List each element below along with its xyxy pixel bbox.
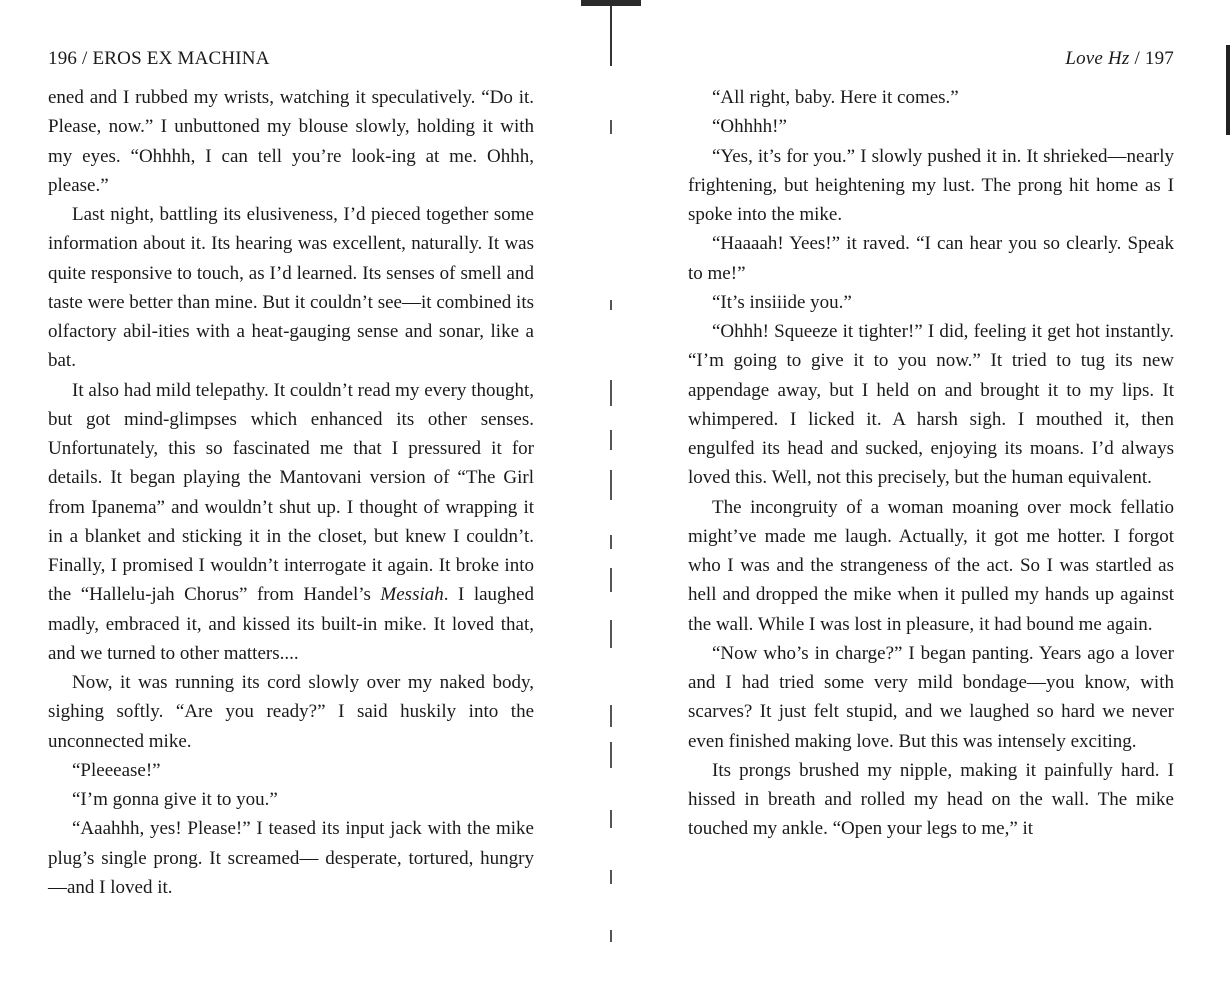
gutter-mark (610, 930, 612, 942)
paragraph (48, 200, 534, 376)
paragraph-text: ened and I rubbed my wrists, watching it speculatively. “Do it. Please, now.” I unbuttoned my blouse slowly, holding it with my eyes. “Ohhhh, I can tell you’re look-ing at me. Ohhh, please.” (48, 87, 534, 196)
gutter-mark (610, 380, 612, 406)
book-gutter (609, 0, 613, 990)
paragraph-text: “I’m gonna give it to you.” (72, 789, 278, 810)
gutter-mark (610, 810, 612, 828)
left-page-header: 196 / EROS EX MACHINA (48, 48, 270, 69)
right-page-header-number: / 197 (1129, 48, 1174, 69)
paragraph (48, 785, 534, 814)
paragraph-text: Its prongs brushed my nipple, making it painfully hard. I hissed in breath and rolled my head on the wall. The mike touched my ankle. “Open your legs to me,” it (688, 759, 1174, 840)
paragraph-text: . I laughed madly, embraced it, and kissed its built-in mike. It loved that, and we turned to other matters.... (48, 584, 534, 664)
paragraph-text: It also had mild telepathy. It couldn’t read my every thought, but got mind-glimpses which enhanced its other senses. Unfortunately, this so fascinated me that I pressured it for details. It began playing the Mantovani version of “The Girl from Ipanema” and wouldn’t shut up. I thought of wrapping it in a blanket and sticking it in the closet, but knew I couldn’t. Finally, I promised I wouldn’t interrogate it again. It broke into the “Hallelu-jah Chorus” from Handel’s (48, 379, 534, 606)
gutter-mark (610, 430, 612, 450)
paragraph-text: “Pleeease!” (72, 759, 161, 781)
paragraph (688, 229, 1174, 288)
left-page (48, 45, 534, 902)
italic-title: Messiah (380, 584, 444, 606)
paragraph (688, 639, 1174, 756)
paragraph (48, 814, 534, 902)
paragraph-text: Last night, battling its elusiveness, I’d pieced together some information about it. Its hearing was excellent, naturally. It was quite responsive to touch, as I’d learned. Its senses of smell and taste were better than mine. But it couldn’t see—it combined its olfactory abil-ities with a heat-gauging sense and sonar, like a bat. (48, 204, 534, 372)
paragraph-text: Now, it was running its cord slowly over my naked body, sighing softly. “Are you ready?” I said huskily into the unconnected mike. (48, 672, 534, 752)
paragraph (688, 83, 1174, 112)
paragraph (688, 756, 1174, 844)
gutter-line (610, 6, 612, 66)
paragraph (48, 668, 534, 756)
paragraph (688, 288, 1174, 317)
paragraph (688, 112, 1174, 141)
gutter-mark (610, 742, 612, 768)
paragraph (48, 756, 534, 785)
paragraph (688, 317, 1174, 493)
right-page-body (688, 83, 1174, 844)
paragraph-text: “Ohhh! Squeeze it tighter!” I did, feeling it get hot instantly. “I’m going to give it to you now.” It tried to tug its new appendage away, but I held on and brought it to my lips. It whimpered. I licked it. A harsh sigh. I mouthed it, then engulfed its head and sucked, enjoying its moans. I’d always loved this. Well, not this precisely, but the human equivalent. (688, 321, 1174, 489)
paragraph-text: “Haaaah! Yees!” it raved. “I can hear you so clearly. Speak to me!” (688, 233, 1174, 284)
left-page-body (48, 83, 534, 902)
paragraph-text: “Now who’s in charge?” I began panting. Years ago a lover and I had tried some very mild bondage—you know, with scarves? It just felt stupid, and we laughed so hard we never even finished making love. But this was intensely exciting. (688, 642, 1174, 752)
paragraph-text: “Yes, it’s for you.” I slowly pushed it in. It shrieked—nearly frightening, but heightening my lust. The prong hit home as I spoke into the mike. (688, 145, 1174, 225)
paragraph (48, 83, 534, 200)
paragraph-text: “Ohhhh!” (712, 116, 787, 138)
right-page (688, 45, 1174, 844)
paragraph-text: “It’s insiiide you.” (712, 291, 852, 313)
right-page-header (688, 45, 1174, 83)
paragraph (688, 142, 1174, 230)
paragraph-text: The incongruity of a woman moaning over mock fellatio might’ve made me laugh. Actually, it got me hotter. I forgot who I was and the strangeness of the act. So I was startled as hell and dropped the mike when it pulled my hands up against the wall. While I was lost in pleasure, it had bound me again. (688, 496, 1174, 635)
paragraph-text: “Aaahhh, yes! Please!” I teased its input jack with the mike plug’s single prong. It screamed— desperate, tortured, hungry—and I loved it. (48, 818, 534, 898)
gutter-mark (610, 620, 612, 648)
gutter-mark (610, 870, 612, 884)
paragraph (688, 493, 1174, 639)
paragraph-text: “All right, baby. Here it comes.” (712, 87, 959, 108)
page-edge-mark (1226, 45, 1230, 135)
gutter-mark (610, 705, 612, 727)
gutter-mark (610, 535, 612, 549)
paragraph (48, 376, 534, 669)
gutter-mark (610, 470, 612, 500)
gutter-mark (610, 120, 612, 134)
gutter-mark (610, 568, 612, 592)
right-page-header-title: Love Hz (1065, 48, 1130, 69)
gutter-mark (610, 300, 612, 310)
